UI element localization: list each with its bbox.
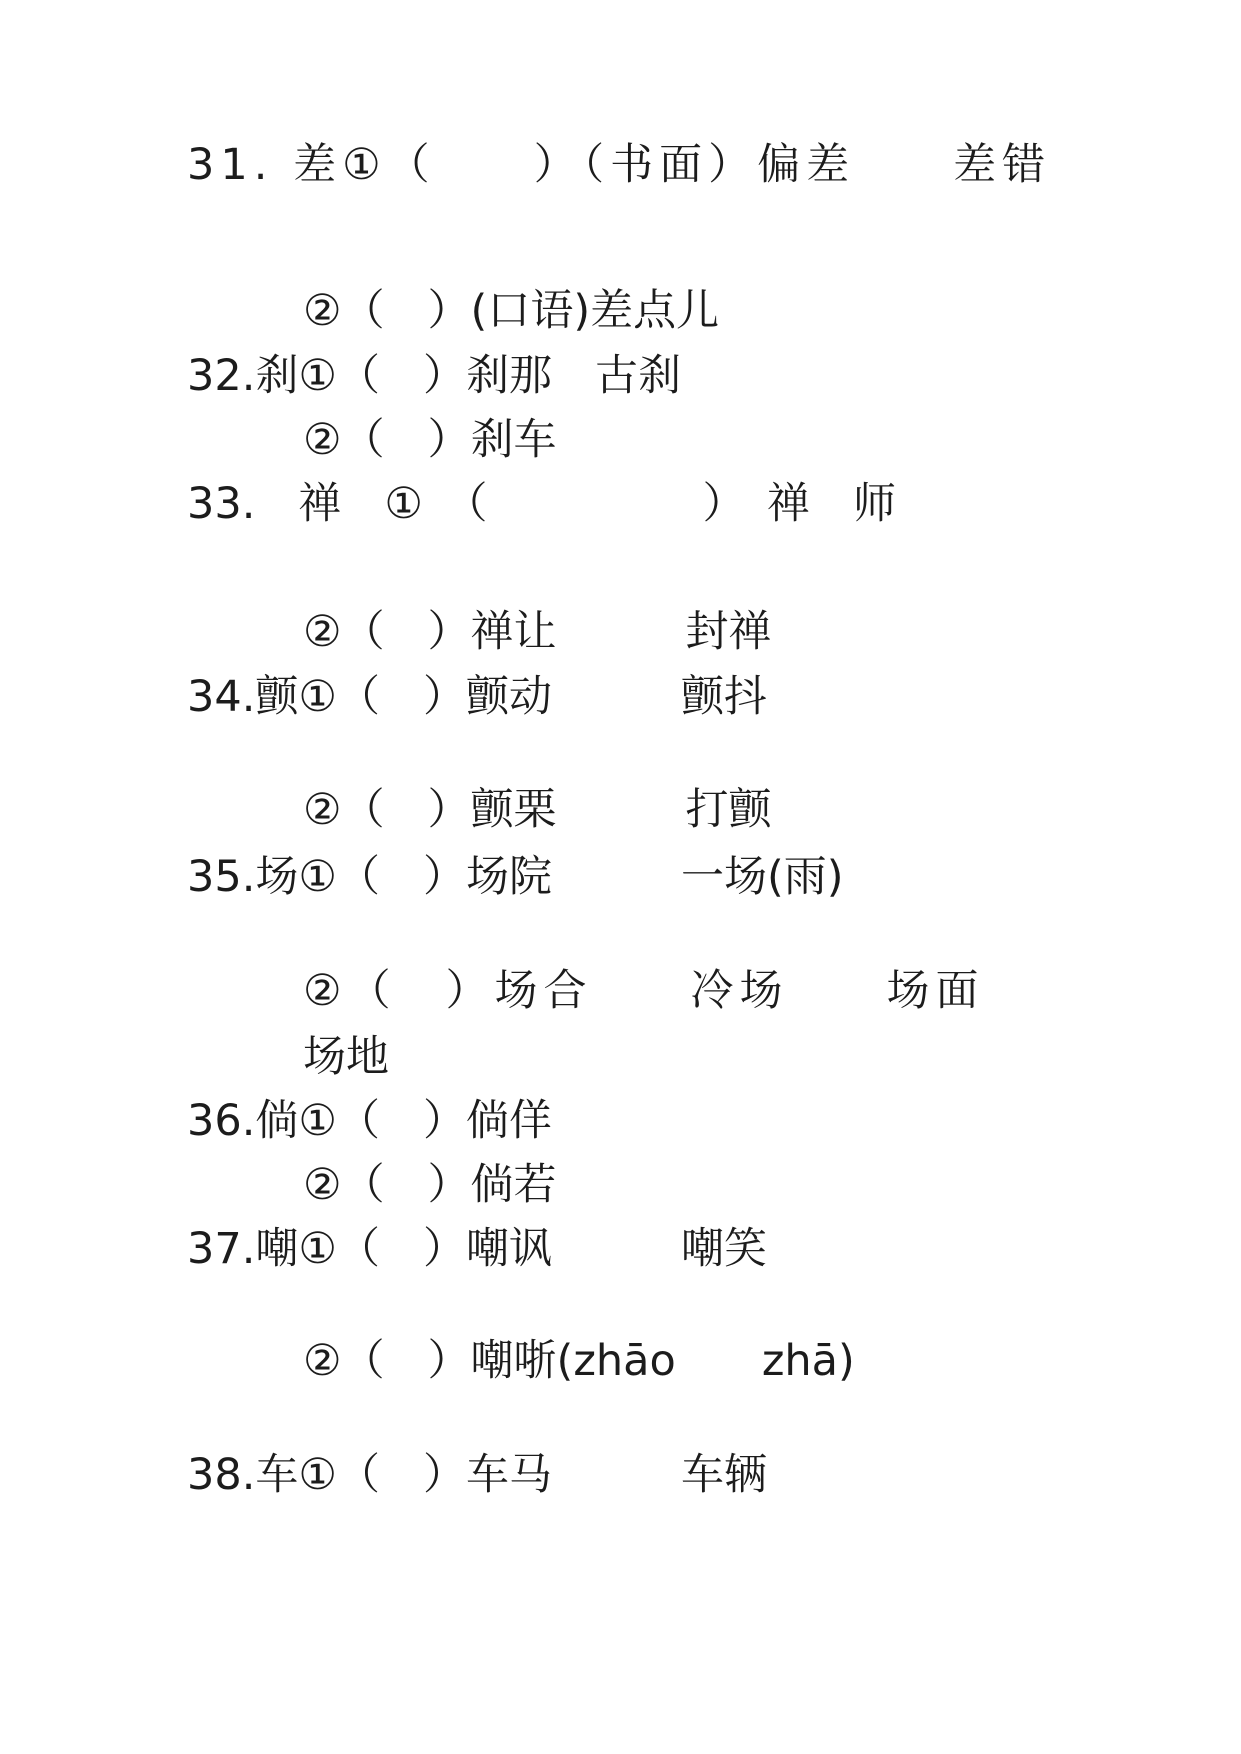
entry-number: 37. [187,1224,256,1274]
sense-text: （ ） 禅 师 [465,479,896,529]
entry-37-sense-1 [187,1221,767,1277]
entry-32-sense-1 [187,348,681,404]
sense-mark: ① [298,672,337,722]
sense-text: （ ）倘佯 [336,1096,552,1146]
sense-text: （ ）刹车 [341,415,557,465]
sense-mark: ① [298,351,337,401]
sense-mark: ② [303,286,342,336]
sense-text: （ ）（书面）偏差 差错 [386,140,1052,190]
entry-34-sense-2 [303,782,772,838]
entry-35-sense-2 [303,963,985,1019]
entry-char: 场 [255,852,299,902]
entry-33-sense-1 [187,476,896,532]
sense-text: （ ）颤栗 打颤 [341,785,772,835]
sense-text: （ ）刹那 古刹 [336,351,681,401]
entry-34-sense-1 [187,669,767,725]
sense-mark: ② [303,607,342,657]
entry-31-sense-1 [187,137,1051,193]
entry-35-sense-2-continuation [303,1029,389,1085]
sense-mark: ② [303,1336,342,1386]
entry-36-sense-2 [303,1157,557,1213]
sense-text: （ ）嘲讽 嘲笑 [336,1224,767,1274]
sense-text: （ ）场合 冷场 场面 [347,966,985,1016]
entry-char: 颤 [255,672,299,722]
sense-mark: ① [384,479,423,529]
entry-char: 刹 [255,351,299,401]
entry-number: 31. [187,140,274,190]
sense-text: （ ）嘲哳(zhāo zhā) [341,1336,855,1386]
sense-mark: ② [303,1160,342,1210]
entry-char: 差 [293,140,343,190]
entry-number: 33. [187,479,256,529]
entry-36-sense-1 [187,1093,552,1149]
entry-number: 34. [187,672,256,722]
entry-number: 35. [187,852,256,902]
entry-number: 38. [187,1450,256,1500]
sense-mark: ② [303,785,342,835]
sense-text: （ ）倘若 [341,1160,557,1210]
sense-mark: ① [298,852,337,902]
entry-char: 倘 [255,1096,299,1146]
sense-text: （ ）场院 一场(雨) [336,852,844,902]
entry-char: 车 [255,1450,299,1500]
entry-35-sense-1 [187,849,844,905]
entry-char: 嘲 [255,1224,299,1274]
entry-37-sense-2 [303,1333,855,1389]
entry-38-sense-1 [187,1447,767,1503]
entry-32-sense-2 [303,412,557,468]
entry-number: 32. [187,351,256,401]
sense-mark: ① [298,1450,337,1500]
sense-text: （ ）禅让 封禅 [341,607,772,657]
sense-mark: ② [303,966,348,1016]
entry-31-sense-2 [303,283,719,339]
sense-text: （ ）(口语)差点儿 [341,286,720,336]
sense-mark: ② [303,415,342,465]
entry-number: 36. [187,1096,256,1146]
sense-text: （ ）颤动 颤抖 [336,672,767,722]
sense-mark: ① [298,1096,337,1146]
sense-mark: ① [342,140,387,190]
sense-mark: ① [298,1224,337,1274]
sense-text-continuation: 场地 [303,1032,389,1082]
entry-char: 禅 [298,479,342,529]
sense-text: （ ）车马 车辆 [336,1450,767,1500]
entry-33-sense-2 [303,604,772,660]
